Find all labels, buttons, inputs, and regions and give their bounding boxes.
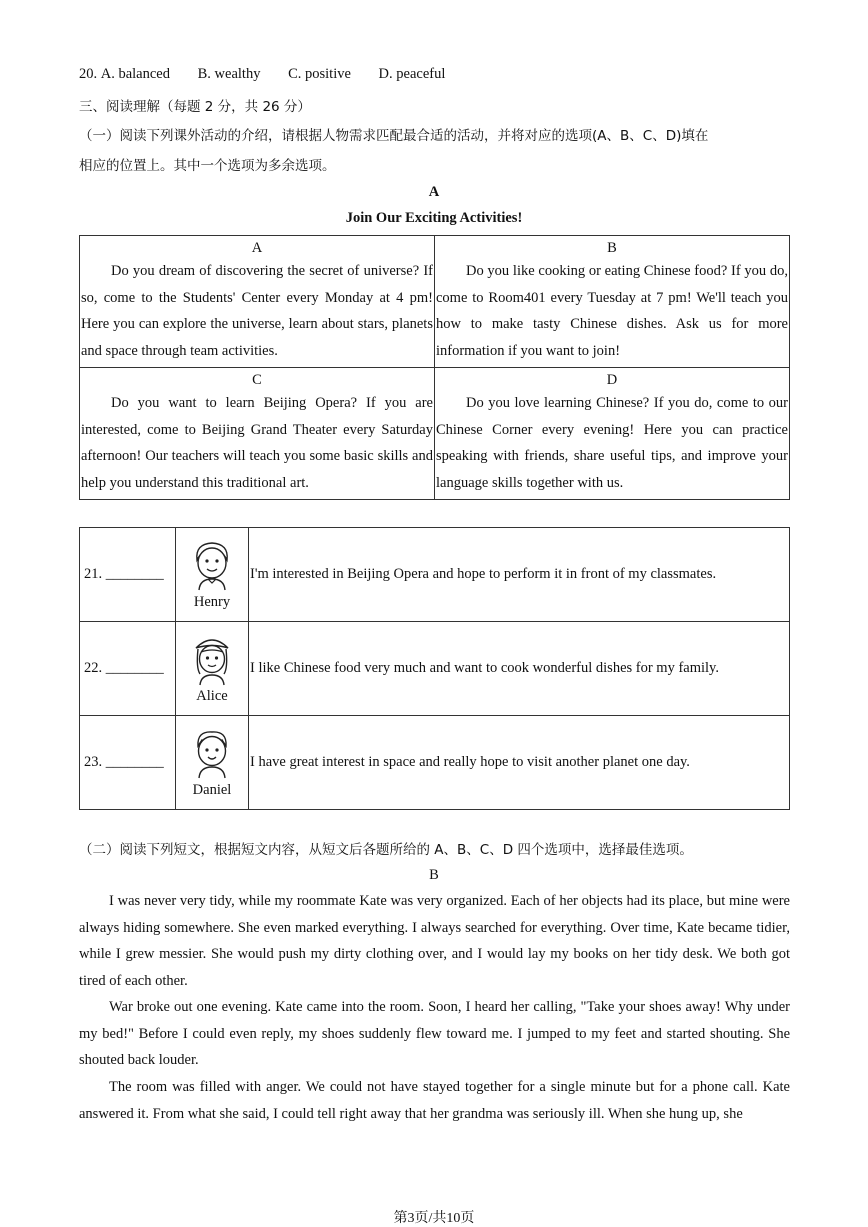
answer-blank-22[interactable]: 22. ________ bbox=[80, 622, 176, 716]
activity-cell-b bbox=[434, 236, 789, 368]
person-cell bbox=[176, 716, 249, 810]
person-name: Daniel bbox=[192, 782, 232, 798]
activity-text: Do you want to learn Beijing Opera? If you are interested, come to Beijing Grand Theater every Saturday afternoon! Our teachers will teach you some basic skills and help you understand this traditional art. bbox=[81, 395, 433, 491]
activity-cell-a bbox=[80, 236, 435, 368]
person-cell bbox=[176, 528, 249, 622]
part-b-instruction: （二）阅读下列短文，根据短文内容，从短文后各题所给的 A、B、C、D 四个选项中，选择最佳选项。 bbox=[79, 842, 693, 858]
girl-icon bbox=[187, 632, 237, 686]
table-row bbox=[80, 622, 790, 716]
option-c: C. positive bbox=[288, 66, 351, 82]
answer-blank-21[interactable]: 21. ________ bbox=[80, 528, 176, 622]
table-row bbox=[80, 528, 790, 622]
question-number: 20. bbox=[79, 66, 98, 82]
passage-a-title: Join Our Exciting Activities! bbox=[345, 210, 523, 226]
passage-a-letter: A bbox=[428, 184, 440, 200]
activities-table bbox=[79, 235, 790, 500]
activity-text: Do you dream of discovering the secret of universe? If so, come to the Students' Center every Monday at 4 pm! Here you can explore the universe, learn about stars, planets and space through team activities. bbox=[81, 263, 433, 359]
activity-label: D bbox=[606, 372, 618, 388]
person-name: Henry bbox=[193, 594, 231, 610]
passage-paragraph-1: I was never very tidy, while my roommate Kate was very organized. Each of her objects had its place, but mine were always hiding somewhere. She even marked everything. I always searched for everything. Over time, Kate became tidier, while I grew messier. She would push my dirty clothing over, and I would lay my books on her tidy desk. We both got tired of each other. bbox=[79, 893, 790, 989]
person-need: I like Chinese food very much and want to cook wonderful dishes for my family. bbox=[249, 622, 790, 716]
activity-text: Do you love learning Chinese? If you do, come to our Chinese Corner every evening! Here you can practice speaking with friends, share useful tips, and improve your language skills together with us. bbox=[435, 395, 788, 491]
option-b: B. wealthy bbox=[197, 66, 261, 82]
activity-text: Do you like cooking or eating Chinese food? If you do, come to Room401 every Tuesday at 7 pm! We'll teach you how to make tasty Chinese dishes. Ask us for more information if you want to join! bbox=[435, 263, 788, 359]
section-title: 三、阅读理解（每题 2 分，共 26 分） bbox=[79, 99, 311, 115]
person-name: Alice bbox=[196, 688, 228, 704]
activity-cell-d bbox=[434, 368, 789, 500]
boy-icon bbox=[187, 538, 237, 592]
matching-table bbox=[79, 527, 790, 810]
part-a-instruction-2: 相应的位置上。其中一个选项为多余选项。 bbox=[79, 158, 336, 174]
activity-cell-c bbox=[80, 368, 435, 500]
passage-paragraph-3: The room was filled with anger. We could not have stayed together for a single minute but for a phone call. Kate answered it. From what she said, I could tell right away that her grandma was seriously ill. When she hung up, she bbox=[79, 1079, 790, 1122]
person-need: I'm interested in Beijing Opera and hope to perform it in front of my classmates. bbox=[249, 528, 790, 622]
question-20 bbox=[79, 66, 469, 83]
passage-b-letter: B bbox=[429, 867, 439, 883]
activity-label: C bbox=[252, 372, 262, 388]
passage-paragraph-2: War broke out one evening. Kate came into the room. Soon, I heard her calling, "Take your shoes away! Why under my bed!" Before I could even reply, my shoes suddenly flew toward me. I jumped to my feet and started shouting. She shouted back louder. bbox=[79, 999, 790, 1068]
part-a-instruction-1: （一）阅读下列课外活动的介绍，请根据人物需求匹配最合适的活动，并将对应的选项(A、B、C、D)填在 bbox=[79, 128, 709, 144]
person-cell bbox=[176, 622, 249, 716]
person-need: I have great interest in space and really hope to visit another planet one day. bbox=[249, 716, 790, 810]
answer-blank-23[interactable]: 23. ________ bbox=[80, 716, 176, 810]
activity-label: A bbox=[251, 240, 263, 256]
activity-label: B bbox=[607, 240, 617, 256]
option-d: D. peaceful bbox=[378, 66, 446, 82]
table-row bbox=[80, 716, 790, 810]
page-footer: 第3页/共10页 bbox=[393, 1211, 475, 1226]
boy-icon bbox=[187, 726, 237, 780]
option-a: A. balanced bbox=[100, 66, 170, 82]
